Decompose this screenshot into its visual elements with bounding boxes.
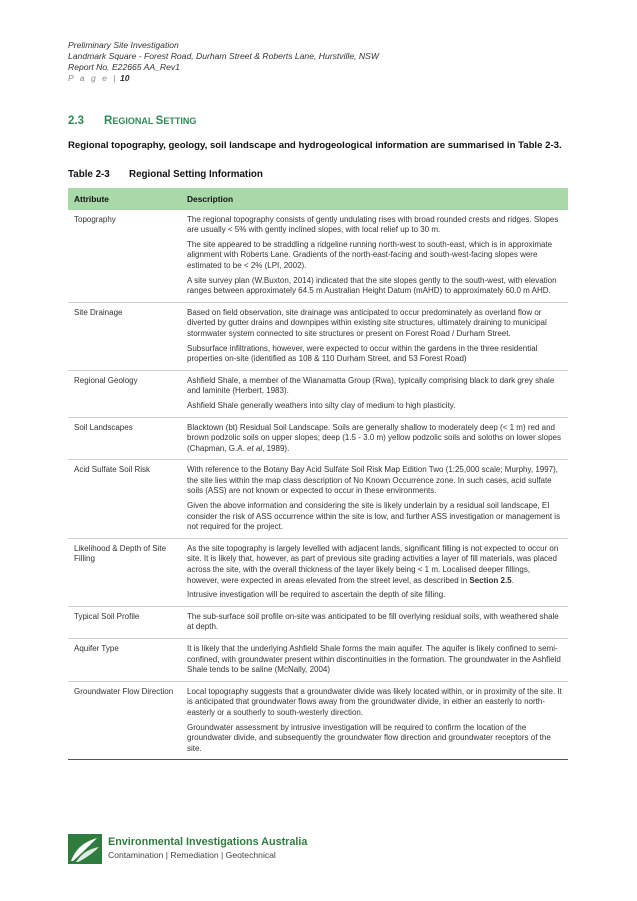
attribute-cell: Acid Sulfate Soil Risk [68,460,181,539]
organization-tagline: Contamination | Remediation | Geotechnical [108,850,276,860]
description-cell [181,302,568,370]
leaf-logo-icon [68,834,102,864]
attribute-cell: Groundwater Flow Direction [68,681,181,760]
attribute-cell: Regional Geology [68,370,181,417]
description-paragraph: A site survey plan (W.Buxton, 2014) indicated that the site slopes gently to the south-west, with elevation ranges between approximately 64.5 m Australian Height Datum (mAHD) to approximately 60.0 m AHD. [187,275,557,296]
description-paragraph: Ashfield Shale generally weathers into silty clay of medium to high plasticity. [187,400,456,410]
description-paragraph: Intrusive investigation will be required to ascertain the depth of site filling. [187,590,446,600]
table-row [68,460,568,539]
organization-name: Environmental Investigations Australia [108,836,308,848]
table-reference: Table 2-3 [518,140,559,151]
table-row [68,370,568,417]
regional-setting-table [68,188,568,760]
table-row [68,639,568,682]
attribute-cell: Aquifer Type [68,639,181,682]
description-paragraph: The site appeared to be straddling a ridgeline running north-west to south-east, which is in approximate alignment with Roberts Lane. Gradients of the north-east-facing and south-west-facing slopes were estimated to be < 2% (LPI, 2002). [187,239,553,270]
description-cell [181,538,568,606]
table-row [68,417,568,460]
description-paragraph: Based on field observation, site drainage was anticipated to occur predominately as overland flow or diverted by gutter drains and downpipes within existing site structures, ultimately draining to municipal stormwater system connected to site structures or present on Forest Road / Durham Street. [187,307,547,338]
table-number: Table 2-3 [68,169,110,180]
description-text: Blacktown (bt) Residual Soil Landscape. Soils are generally shallow to moderately deep (< 1 m) red and brown podzolic soils on upper slopes; deep (1.5 - 3.0 m) yellow podzolic soils and soloths on lower slopes (Chapman, G.A. [187,422,561,453]
section-number: 2.3 [68,115,84,127]
table-caption [68,169,263,180]
description-cell [181,417,568,460]
attribute-cell: Soil Landscapes [68,417,181,460]
description-paragraph: It is likely that the underlying Ashfield Shale forms the main aquifer. The aquifer is likely confined to semi-confined, with groundwater present within discontinuities in the formation. The groundwater in the Ashfield Shale tends to be saline (McNally, 2004) [187,644,561,675]
table-row [68,538,568,606]
footer-branding [108,836,307,861]
description-text: . [511,575,514,585]
description-cell [181,370,568,417]
section-reference: Section 2.5 [469,575,512,585]
section-title-part: ETTING [163,116,197,126]
intro-text: Regional topography, geology, soil landscape and hydrogeological information are summarised in [68,140,519,151]
description-paragraph: With reference to the Botany Bay Acid Sulfate Soil Risk Map Edition Two (1:25,000 scale; Murphy, 1997), the site lies within the map class description of No Known Occurrence zone. In such cases, acid sulfate soils (ASS) are not known or expected to occur in these environments. [187,465,559,496]
section-heading [68,115,196,127]
report-title: Preliminary Site Investigation [68,40,179,50]
description-paragraph: The regional topography consists of gently undulating rises with broad rounded crests and ridges. Slopes are usually < 5% with gently inclined slopes, with local relief up to 30 m. [187,214,559,235]
attribute-cell: Topography [68,210,181,303]
attribute-cell: Site Drainage [68,302,181,370]
description-italic: et al [247,443,263,453]
page-header [68,40,379,84]
description-paragraph: Ashfield Shale, a member of the Wianamatta Group (Rwa), typically comprising black to dark grey shale and laminite (Herbert, 1983). [187,375,555,396]
description-paragraph [187,544,562,586]
table-row [68,681,568,760]
attribute-cell: Likelihood & Depth of Site Filling [68,538,181,606]
description-text: As the site topography is largely levelled with adjacent lands, significant filling is not expected to occur on site. It is likely that, however, as part of previous site grading activities a layer of fill materials, was placed across the site, with the overall thickness of the layer likely being < 1 m. Localised deeper fillings, however, were expected in areas elevated from the street level, as described in [187,543,559,585]
description-paragraph: Local topography suggests that a groundwater divide was likely located within, or in proximity of the site. It is anticipated that groundwater flows away from the groundwater divide, in either an easterly to north-easterly or a southerly to south-westerly direction. [187,686,562,717]
table-header-row [68,188,568,210]
table-title: Regional Setting Information [129,169,263,180]
section-title-part: EGIONAL [112,116,156,126]
table-row [68,606,568,638]
project-address: Landmark Square - Forest Road, Durham Street & Roberts Lane, Hurstville, NSW [68,51,379,61]
column-header-description: Description [181,188,568,210]
intro-paragraph [68,140,562,151]
description-paragraph: Subsurface infiltrations, however, were expected to occur within the gardens in the three residential properties on-site (identified as 108 & 110 Durham Street, and 53 Forest Road) [187,343,538,364]
table-row [68,302,568,370]
description-paragraph [187,423,562,455]
description-text: , 1989). [262,443,290,453]
description-cell [181,639,568,682]
table-row [68,210,568,303]
description-cell [181,210,568,303]
section-title-initial: R [104,115,113,127]
description-paragraph: The sub-surface soil profile on-site was anticipated to be fill overlying residual soils, with weathered shale at depth. [187,611,559,632]
description-paragraph: Groundwater assessment by intrusive investigation will be required to confirm the location of the groundwater divide, and subsequently the groundwater flow direction and groundwater receptors of the site. [187,722,551,753]
attribute-cell: Typical Soil Profile [68,606,181,638]
column-header-attribute: Attribute [68,188,181,210]
intro-end: . [558,140,562,151]
section-title-initial: S [155,115,164,127]
description-cell [181,606,568,638]
report-number: Report No. E22665 AA_Rev1 [68,62,180,72]
description-paragraph: Given the above information and considering the site is likely underlain by a residual soil landscape, EI consider the risk of ASS occurrence within the site is low, and further ASS investigation or management is not required for the project. [187,501,561,532]
page-indicator [68,73,379,84]
page-label: P a g e | [68,73,118,83]
description-cell [181,460,568,539]
page-number: 10 [119,73,130,83]
description-cell [181,681,568,760]
